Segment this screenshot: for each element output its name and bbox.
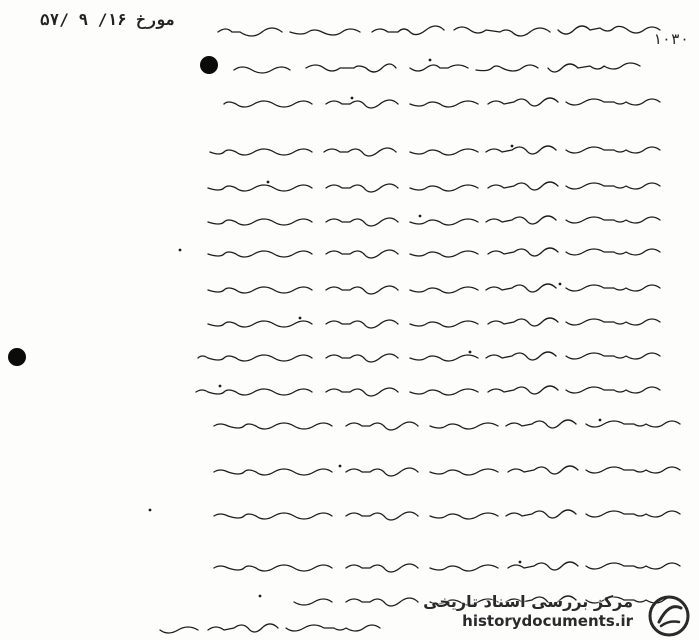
archive-logo-icon [647, 594, 691, 638]
document-date: مورخ ۱۶/ ۹ /۵۷ [40, 10, 175, 29]
archive-watermark [383, 590, 643, 634]
document-number: ۱۰۳۰ [652, 30, 689, 48]
watermark-label-en: historydocuments.ir [462, 612, 633, 630]
watermark-label-fa: مرکز بررسی اسناد تاریخی [423, 592, 633, 611]
